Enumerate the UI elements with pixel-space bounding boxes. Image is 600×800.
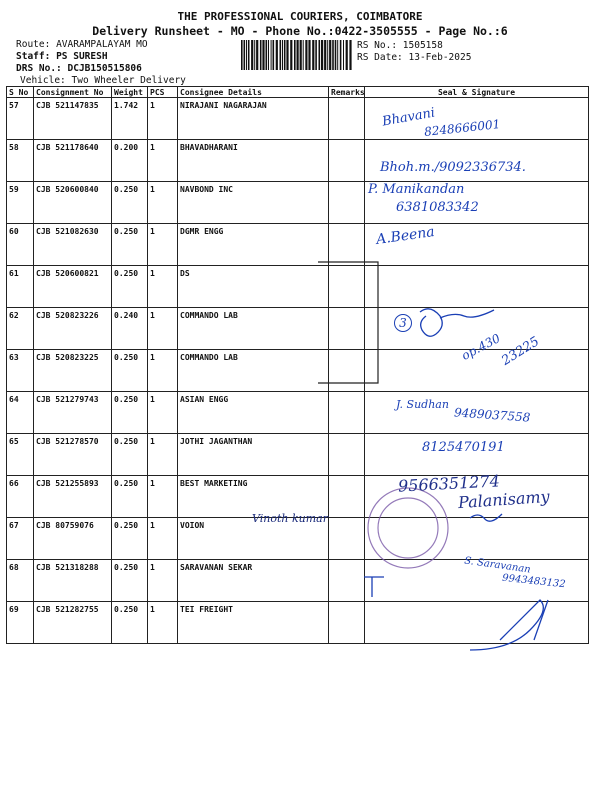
cell-consignee: COMMANDO LAB [178, 350, 329, 392]
drs-label: DRS No.: [16, 63, 62, 74]
cell-weight: 0.250 [112, 476, 148, 518]
cell-consignment: CJB 521147835 [34, 98, 112, 140]
cell-sno: 66 [7, 476, 34, 518]
handwriting-phone-66: 9566351274 [397, 471, 501, 496]
cell-consignment: CJB 521278570 [34, 434, 112, 476]
col-header-weight: Weight [112, 87, 148, 98]
cell-consignee: NAVBOND INC [178, 182, 329, 224]
cell-consignment: CJB 520600821 [34, 266, 112, 308]
handwriting-beena: A.Beena [375, 223, 436, 249]
cell-sno: 60 [7, 224, 34, 266]
cell-consignee: DGMR ENGG [178, 224, 329, 266]
cell-consignee: TEI FREIGHT [178, 602, 329, 644]
cell-sno: 67 [7, 518, 34, 560]
cell-weight: 0.250 [112, 182, 148, 224]
cell-consignee: BEST MARKETING [178, 476, 329, 518]
handwriting-phone-64: 9489037558 [453, 405, 531, 425]
cell-weight: 0.250 [112, 350, 148, 392]
cell-consignee: ASIAN ENGG [178, 392, 329, 434]
cell-consignment: CJB 521318288 [34, 560, 112, 602]
cell-weight: 0.240 [112, 308, 148, 350]
handwriting-manikandan: P. Manikandan [368, 182, 465, 197]
handwriting-vinoth-kumar: Vinoth kumar [252, 512, 328, 525]
cell-consignment: CJB 520600840 [34, 182, 112, 224]
cell-consignment: CJB 521178640 [34, 140, 112, 182]
col-header-consignment: Consignment No [34, 87, 112, 98]
cell-sno: 59 [7, 182, 34, 224]
cell-consignment: CJB 521255893 [34, 476, 112, 518]
cell-sno: 58 [7, 140, 34, 182]
rs-no-value: 1505158 [402, 40, 443, 51]
col-header-consignee: Consignee Details [178, 87, 329, 98]
rs-date-label: RS Date: [357, 52, 403, 63]
handwriting-palanisamy: Palanisamy [457, 486, 551, 513]
rs-date-value: 13-Feb-2025 [408, 52, 472, 63]
cell-pcs: 1 [148, 434, 178, 476]
cell-weight: 0.250 [112, 434, 148, 476]
vehicle-value: Two Wheeler Delivery [71, 75, 186, 86]
cell-pcs: 1 [148, 224, 178, 266]
cell-consignment: CJB 521082630 [34, 224, 112, 266]
col-header-remarks: Remarks [329, 87, 365, 98]
cell-pcs: 1 [148, 98, 178, 140]
cell-pcs: 1 [148, 182, 178, 224]
route-label: Route: [16, 39, 51, 50]
handwriting-phone-59: 6381083342 [396, 200, 479, 215]
cell-weight: 0.250 [112, 224, 148, 266]
col-header-signature: Seal & Signature [365, 87, 589, 98]
col-header-sno: S No [7, 87, 34, 98]
cell-consignment: CJB 521279743 [34, 392, 112, 434]
cell-sno: 57 [7, 98, 34, 140]
staff-label: Staff: [16, 51, 51, 62]
cell-consignment: CJB 520823225 [34, 350, 112, 392]
bracket-mark [318, 262, 378, 383]
cell-pcs: 1 [148, 518, 178, 560]
cell-pcs: 1 [148, 350, 178, 392]
handwriting-23225: 23225 [499, 334, 543, 369]
cell-pcs: 1 [148, 266, 178, 308]
cell-weight: 1.742 [112, 98, 148, 140]
cell-sno: 68 [7, 560, 34, 602]
cell-sno: 62 [7, 308, 34, 350]
cell-pcs: 1 [148, 392, 178, 434]
handwriting-saravanan: S. Saravanan [463, 555, 532, 576]
cell-consignee: JOTHI JAGANTHAN [178, 434, 329, 476]
col-header-pcs: PCS [148, 87, 178, 98]
cell-consignee: NIRAJANI NAGARAJAN [178, 98, 329, 140]
company-title: THE PROFESSIONAL COURIERS, COIMBATORE [177, 10, 423, 23]
cell-consignee: COMMANDO LAB [178, 308, 329, 350]
cell-consignment: CJB 80759076 [34, 518, 112, 560]
handwriting-phone-65: 8125470191 [422, 440, 505, 455]
cell-pcs: 1 [148, 560, 178, 602]
handwriting-phone-68: 9943483132 [501, 572, 567, 591]
rs-no-label: RS No.: [357, 40, 398, 51]
cell-consignment: CJB 521282755 [34, 602, 112, 644]
staff-value: PS SURESH [56, 51, 108, 62]
handwriting-bhoh: Bhoh.m./9092336734. [380, 160, 526, 175]
round-stamp [368, 488, 448, 568]
cell-sno: 65 [7, 434, 34, 476]
cell-weight: 0.250 [112, 266, 148, 308]
handwriting-sudhan: J. Sudhan [396, 398, 449, 411]
handwriting-circled-3: 3 [394, 314, 412, 332]
cell-consignee: BHAVADHARANI [178, 140, 329, 182]
cell-sno: 64 [7, 392, 34, 434]
cell-sno: 61 [7, 266, 34, 308]
cell-pcs: 1 [148, 476, 178, 518]
drs-value: DCJB150515806 [67, 63, 142, 74]
cell-sno: 63 [7, 350, 34, 392]
cell-consignment: CJB 520823226 [34, 308, 112, 350]
cell-weight: 0.250 [112, 518, 148, 560]
cell-pcs: 1 [148, 602, 178, 644]
cell-consignee: SARAVANAN SEKAR [178, 560, 329, 602]
route-value: AVARAMPALAYAM MO [56, 39, 148, 50]
cell-consignee: DS [178, 266, 329, 308]
cell-weight: 0.200 [112, 140, 148, 182]
cell-weight: 0.250 [112, 602, 148, 644]
cell-sno: 69 [7, 602, 34, 644]
cell-consignee: VOION [178, 518, 329, 560]
vehicle-label: Vehicle: [20, 75, 66, 86]
runsheet-subtitle: Delivery Runsheet - MO - Phone No.:0422-3505555 - Page No.:6 [92, 24, 508, 38]
handwriting-bhavani: Bhavani [381, 105, 437, 130]
handwriting-op430: op.430 [459, 331, 503, 363]
cell-weight: 0.250 [112, 392, 148, 434]
cell-weight: 0.250 [112, 560, 148, 602]
cell-pcs: 1 [148, 308, 178, 350]
cell-pcs: 1 [148, 140, 178, 182]
handwriting-phone-57: 8248666001 [423, 117, 501, 139]
